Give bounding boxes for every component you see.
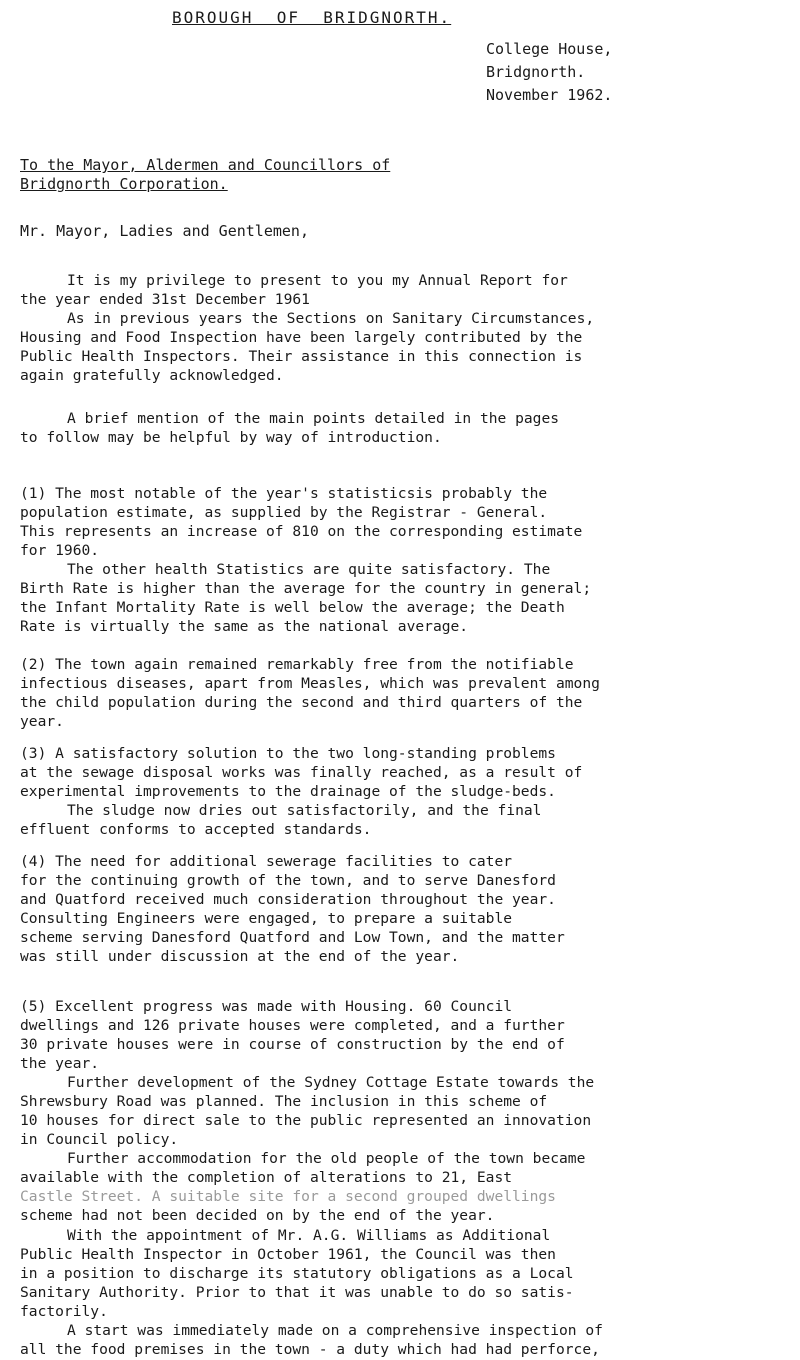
text-line: Shrewsbury Road was planned. The inclusion in this scheme of xyxy=(20,1093,548,1110)
text-line: factorily. xyxy=(20,1303,108,1320)
intro-paragraph xyxy=(20,271,790,385)
text-line: infectious diseases, apart from Measles, which was prevalent among xyxy=(20,675,600,692)
point-3-paragraph xyxy=(20,744,790,839)
text-line: This represents an increase of 810 on the corresponding estimate xyxy=(20,523,583,540)
text-line: and Quatford received much consideration throughout the year. xyxy=(20,891,556,908)
text-line: The other health Statistics are quite satisfactory. The xyxy=(67,561,551,578)
text-line: Further accommodation for the old people of the town became xyxy=(67,1150,586,1167)
text-line: experimental improvements to the drainage of the sludge-beds. xyxy=(20,783,556,800)
text-line: (3) A satisfactory solution to the two long-standing problems xyxy=(20,745,556,762)
text-line: the Infant Mortality Rate is well below the average; the Death xyxy=(20,599,565,616)
letter-date: November 1962. xyxy=(486,86,613,104)
text-line: for 1960. xyxy=(20,542,100,559)
closing-paragraph xyxy=(20,1226,790,1359)
text-line: population estimate, as supplied by the Registrar - General. xyxy=(20,504,548,521)
text-line: the child population during the second and third quarters of the xyxy=(20,694,583,711)
text-line: effluent conforms to accepted standards. xyxy=(20,821,372,838)
address-line-2: Bridgnorth. xyxy=(486,63,586,81)
text-line: Housing and Food Inspection have been largely contributed by the xyxy=(20,329,583,346)
sender-address xyxy=(486,38,612,107)
addressee-block xyxy=(20,156,790,241)
text-line: year. xyxy=(20,713,64,730)
text-line: It is my privilege to present to you my Annual Report for xyxy=(67,272,568,289)
text-line: Sanitary Authority. Prior to that it was unable to do so satis- xyxy=(20,1284,574,1301)
text-line: in a position to discharge its statutory obligations as a Local xyxy=(20,1265,574,1282)
text-line: in Council policy. xyxy=(20,1131,179,1148)
point-5-paragraph xyxy=(20,997,790,1225)
brief-paragraph xyxy=(20,409,790,447)
text-line: (4) The need for additional sewerage facilities to cater xyxy=(20,853,513,870)
text-line: again gratefully acknowledged. xyxy=(20,367,284,384)
text-line: the year. xyxy=(20,1055,100,1072)
text-line: 10 houses for direct sale to the public represented an innovation xyxy=(20,1112,592,1129)
text-line: As in previous years the Sections on Sanitary Circumstances, xyxy=(67,310,595,327)
point-2-paragraph xyxy=(20,655,790,731)
text-line: Rate is virtually the same as the national average. xyxy=(20,618,469,635)
text-line: Further development of the Sydney Cottage Estate towards the xyxy=(67,1074,595,1091)
text-line: at the sewage disposal works was finally reached, as a result of xyxy=(20,764,583,781)
document-heading: BOROUGH OF BRIDGNORTH. xyxy=(172,8,452,27)
text-line: (5) Excellent progress was made with Housing. 60 Council xyxy=(20,998,513,1015)
text-line: scheme had not been decided on by the end of the year. xyxy=(20,1207,495,1224)
text-line: Birth Rate is higher than the average for the country in general; xyxy=(20,580,592,597)
text-line: all the food premises in the town - a duty which had had perforce, xyxy=(20,1341,600,1358)
text-line: for the continuing growth of the town, and to serve Danesford xyxy=(20,872,556,889)
text-line: scheme serving Danesford Quatford and Low Town, and the matter xyxy=(20,929,565,946)
text-line: Public Health Inspector in October 1961, the Council was then xyxy=(20,1246,556,1263)
text-line: The sludge now dries out satisfactorily, and the final xyxy=(67,802,542,819)
text-line: was still under discussion at the end of the year. xyxy=(20,948,460,965)
point-4-paragraph xyxy=(20,852,790,966)
text-line: dwellings and 126 private houses were completed, and a further xyxy=(20,1017,565,1034)
text-line: to follow may be helpful by way of introduction. xyxy=(20,429,442,446)
text-line: Public Health Inspectors. Their assistance in this connection is xyxy=(20,348,583,365)
address-line-1: College House, xyxy=(486,40,613,58)
text-line: the year ended 31st December 1961 xyxy=(20,291,310,308)
text-line: available with the completion of alterations to 21, East xyxy=(20,1169,513,1186)
text-line: Consulting Engineers were engaged, to prepare a suitable xyxy=(20,910,513,927)
addressee-line-1: To the Mayor, Aldermen and Councillors of xyxy=(20,156,391,174)
salutation: Mr. Mayor, Ladies and Gentlemen, xyxy=(20,222,309,240)
text-line: (1) The most notable of the year's statisticsis probably the xyxy=(20,485,548,502)
text-line: Castle Street. A suitable site for a second grouped dwellings xyxy=(20,1188,556,1205)
text-line: A start was immediately made on a comprehensive inspection of xyxy=(67,1322,603,1339)
point-1-paragraph xyxy=(20,484,790,636)
text-line: A brief mention of the main points detailed in the pages xyxy=(67,410,560,427)
text-line: 30 private houses were in course of construction by the end of xyxy=(20,1036,565,1053)
text-line: With the appointment of Mr. A.G. Williams as Additional xyxy=(67,1227,551,1244)
text-line: (2) The town again remained remarkably free from the notifiable xyxy=(20,656,574,673)
addressee-line-2: Bridgnorth Corporation. xyxy=(20,175,228,193)
